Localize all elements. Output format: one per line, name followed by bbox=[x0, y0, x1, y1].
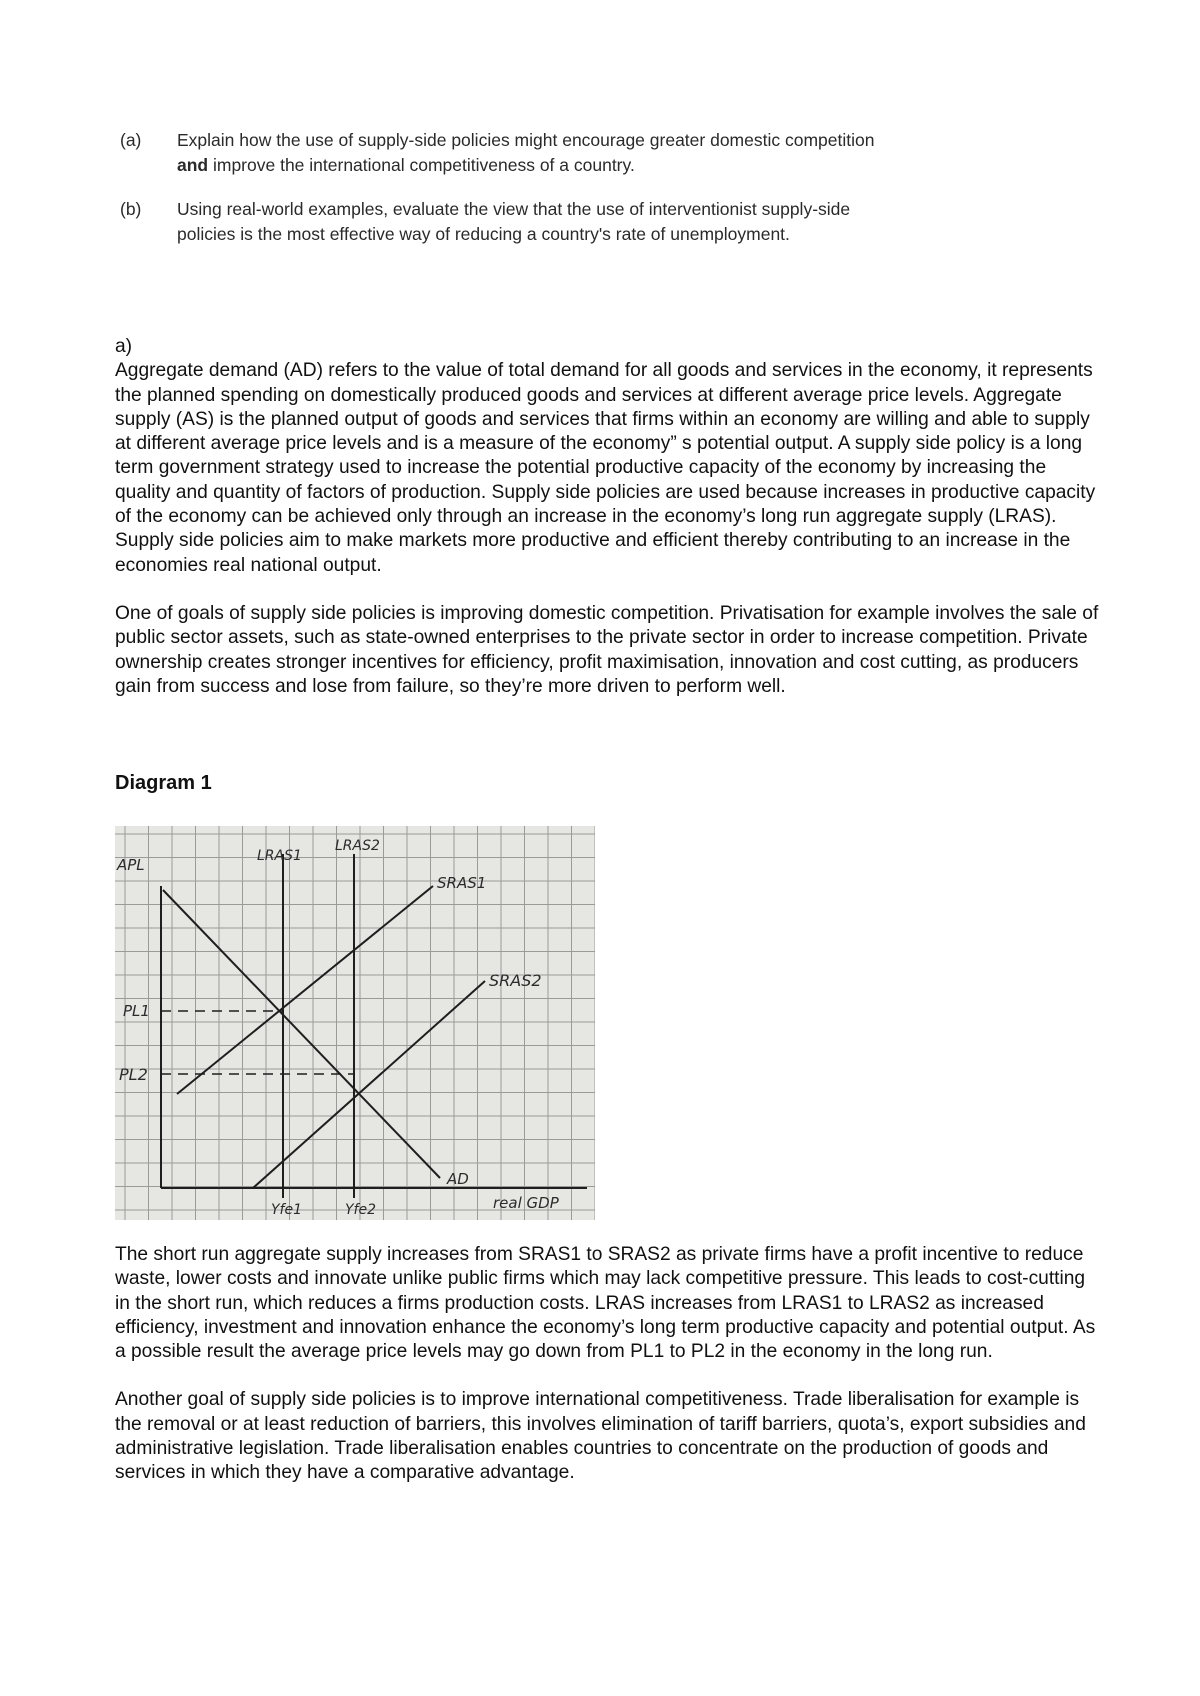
exam-questions bbox=[120, 128, 900, 266]
lras2-label: LRAS2 bbox=[335, 838, 380, 854]
intro-paragraph: Aggregate demand (AD) refers to the value of total demand for all goods and services in the economy, it represents the planned spending on domestically produced goods and services at different average price levels. Aggregate supply (AS) is the planned output of goods and services that firms within an economy are willing and able to supply at different average price levels and is a measure of the economy” s potential output. A supply side policy is a long term government strategy used to increase the potential productive capacity of the economy by increasing the quality and quantity of factors of production. Supply side policies are used because increases in productive capacity of the economy can be achieved only through an increase in the economy’s long run aggregate supply (LRAS). Supply side policies aim to make markets more productive and efficient thereby contributing to an increase in the economies real national output. bbox=[115, 360, 1096, 576]
explanation-paragraph: The short run aggregate supply increases from SRAS1 to SRAS2 as private firms have a profit incentive to reduce waste, lower costs and innovate unlike public firms which may lack competitive pressure. This leads to cost-cutting in the short run, which reduces a firms production costs. LRAS increases from LRAS1 to LRAS2 as increased efficiency, investment and innovation enhance the economy’s long term productive capacity and potential output. As a possible result the average price levels may go down from PL1 to PL2 in the economy in the long run. bbox=[115, 1244, 1096, 1363]
y-axis-label: APL bbox=[117, 856, 145, 874]
answer-section-1 bbox=[115, 335, 1105, 699]
international-paragraph: Another goal of supply side policies is to improve international competitiveness. Trade liberalisation for example is the removal or at least reduction of barriers, this involves elimination of tariff barriers, quota’s, export subsidies and administrative legislation. Trade liberalisation enables countries to concentrate on the production of goods and services in which they have a comparative advantage. bbox=[115, 1389, 1086, 1484]
sras1-label: SRAS1 bbox=[437, 874, 487, 892]
ad-as-diagram bbox=[115, 826, 595, 1220]
yfe1-label: Yfe1 bbox=[271, 1202, 303, 1218]
competition-paragraph: One of goals of supply side policies is improving domestic competition. Privatisation for example involves the sale of public sector assets, such as state-owned enterprises to the private sector in order to increase competition. Private ownership creates stronger incentives for efficiency, profit maximisation, innovation and cost cutting, as producers gain from success and lose from failure, so they’re more driven to perform well. bbox=[115, 602, 1099, 697]
answer-section-2 bbox=[115, 1243, 1105, 1486]
question-text: Explain how the use of supply-side policies might encourage greater domestic competition and improve the international competitiveness of a country. bbox=[177, 130, 875, 175]
question-a bbox=[120, 128, 900, 178]
answer-label: a) bbox=[115, 336, 133, 357]
question-letter: (a) bbox=[120, 130, 142, 150]
yfe2-label: Yfe2 bbox=[345, 1202, 377, 1218]
question-text: Using real-world examples, evaluate the view that the use of interventionist supply-side policies is the most effective way of reducing a country's rate of unemployment. bbox=[177, 199, 851, 244]
lras1-label: LRAS1 bbox=[257, 848, 302, 864]
x-axis-label: real GDP bbox=[493, 1194, 559, 1212]
question-letter: (b) bbox=[120, 199, 142, 219]
sras2-label: SRAS2 bbox=[489, 971, 542, 990]
pl2-label: PL2 bbox=[119, 1065, 148, 1084]
diagram-svg bbox=[115, 826, 595, 1220]
diagram-title: Diagram 1 bbox=[115, 772, 212, 794]
question-b bbox=[120, 197, 900, 247]
ad-label: AD bbox=[447, 1170, 469, 1188]
pl1-label: PL1 bbox=[123, 1002, 150, 1020]
